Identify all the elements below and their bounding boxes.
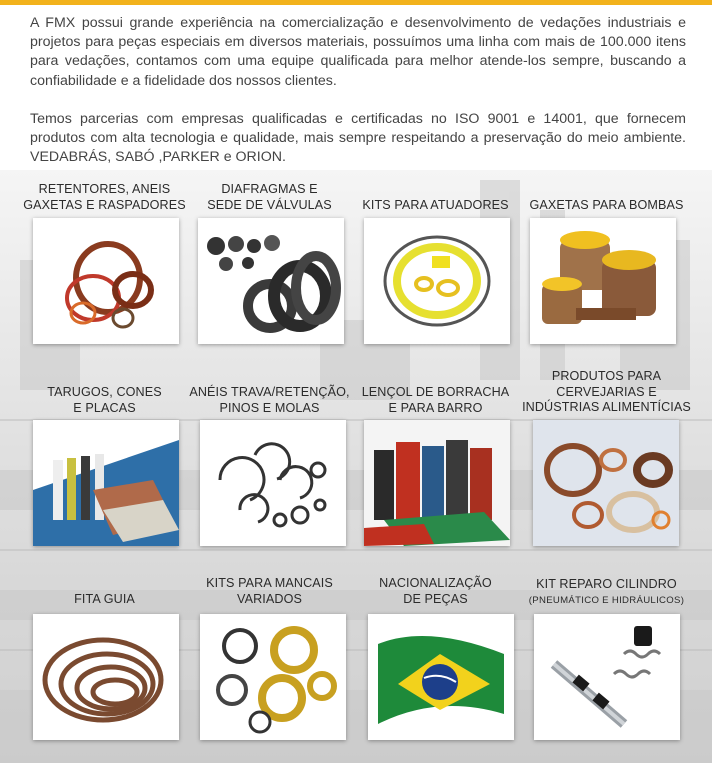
rods-plates-image — [33, 420, 179, 546]
product-title: DIAFRAGMAS E SEDE DE VÁLVULAS — [207, 182, 332, 212]
intro-paragraph-1: A FMX possui grande experiência na comercialização e desenvolvimento de vedações industriais e projetos para peças especiais em diversos materiais, possuímos uma linha com mais de 100.000 itens para vedações, contamos com uma equipe qualificada para melhor atende-los sempre, buscando a confiabilidade e a fidelidade dos nossos clientes. — [30, 15, 686, 89]
actuator-kit-image — [364, 218, 510, 344]
pump-gasket-image — [530, 218, 676, 344]
product-title: KITS PARA MANCAIS VARIADOS — [206, 576, 333, 606]
diaphragm-image — [198, 218, 344, 344]
product-title: NACIONALIZAÇÃO DE PEÇAS — [379, 576, 492, 606]
product-title: ANÉIS TRAVA/RETENÇÃO, PINOS E MOLAS — [189, 385, 350, 415]
retaining-rings-image — [200, 420, 346, 546]
product-title: KIT REPARO CILINDRO (PNEUMÁTICO E HIDRÁULICOS) — [528, 577, 685, 606]
product-title: KITS PARA ATUADORES — [362, 198, 509, 212]
product-title: PRODUTOS PARA CERVEJARIAS E INDÚSTRIAS ALIMENTÍCIAS — [522, 369, 691, 414]
product-title: LENÇOL DE BORRACHA E PARA BARRO — [361, 385, 510, 415]
bearing-kit-image — [200, 614, 346, 740]
brazil-flag-image — [368, 614, 514, 740]
product-title: FITA GUIA — [74, 592, 135, 606]
cylinder-repair-kit-image — [534, 614, 680, 740]
seal-rings-image — [33, 218, 179, 344]
product-title: TARUGOS, CONES E PLACAS — [47, 385, 162, 415]
food-industry-seals-image — [533, 420, 679, 546]
guide-tape-image — [33, 614, 179, 740]
rubber-sheet-image — [364, 420, 510, 546]
product-title: GAXETAS PARA BOMBAS — [529, 198, 684, 212]
intro-paragraph-2: Temos parcerias com empresas qualificadas e certificadas no ISO 9001 e 14001, que fornecem produtos com alta tecnologia e qualidade, mais sempre respeitando a preservação do meio ambiente. VEDABRÁS, SABÓ ,PARKER e ORION. — [30, 110, 686, 166]
product-title: RETENTORES, ANEIS GAXETAS E RASPADORES — [23, 182, 186, 212]
